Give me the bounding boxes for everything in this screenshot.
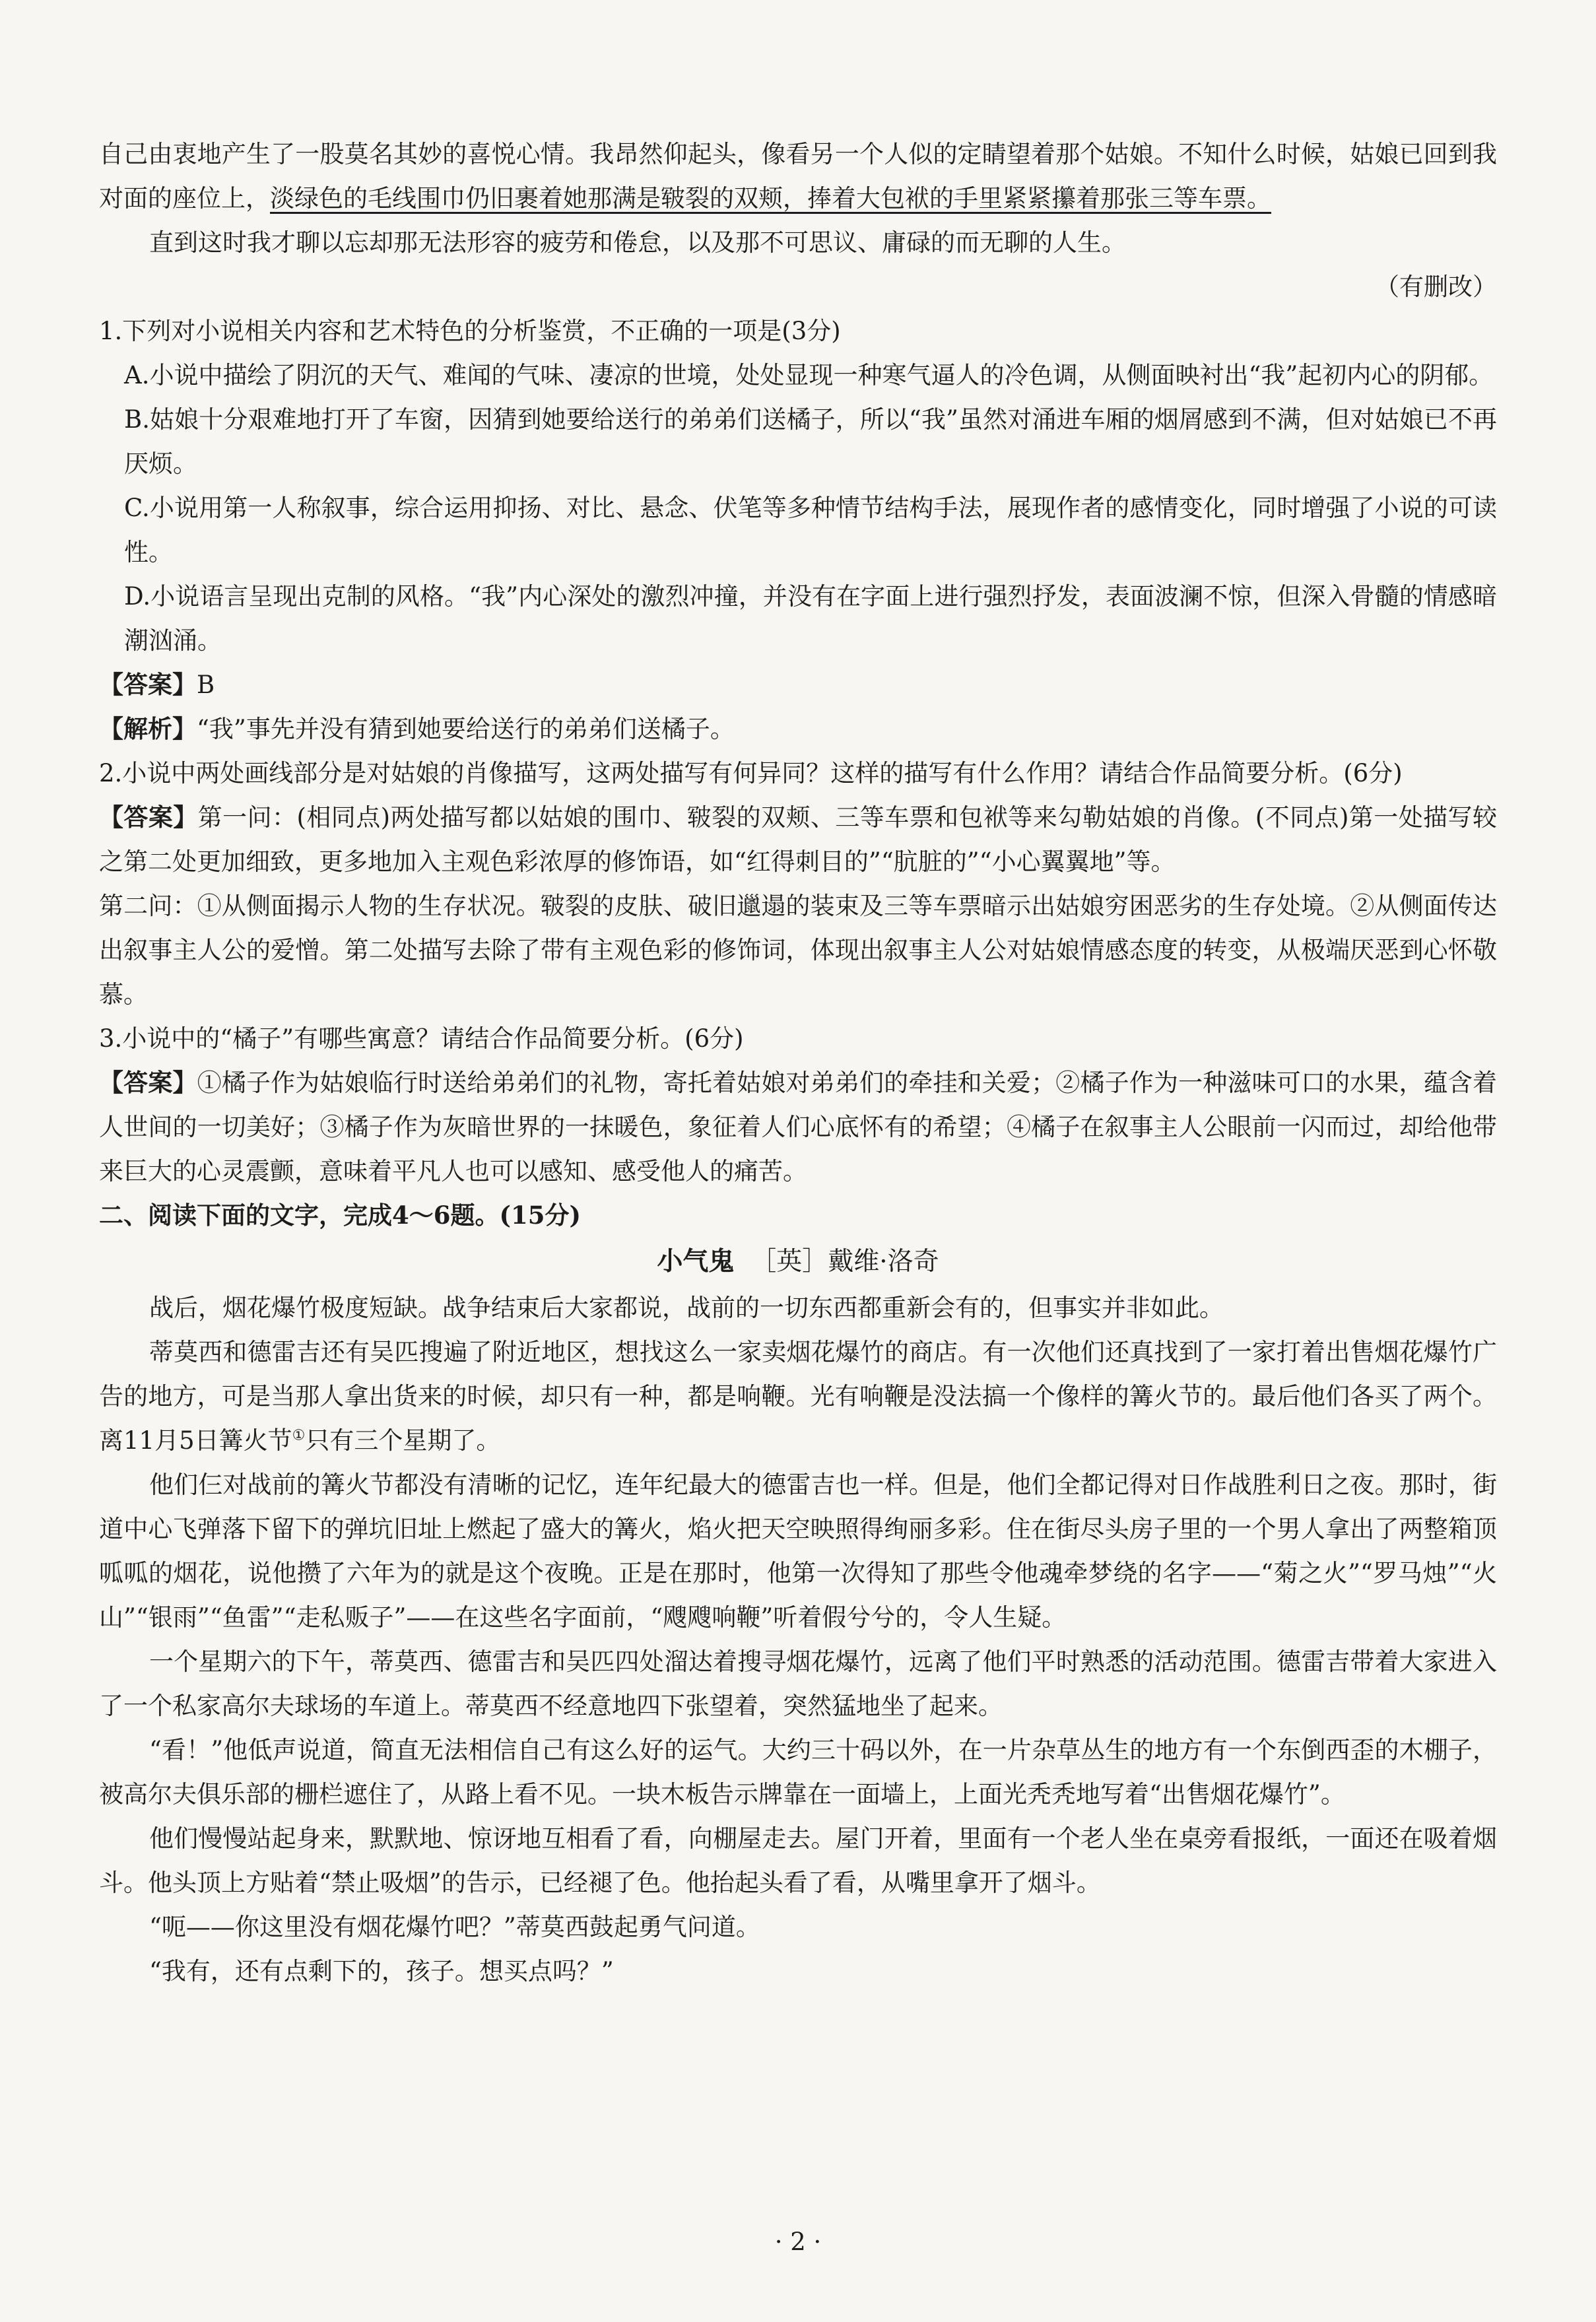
- question-1-option-c: C.小说用第一人称叙事，综合运用抑扬、对比、悬念、伏笔等多种情节结构手法，展现作者的感情变化，同时增强了小说的可读性。: [124, 494, 1497, 566]
- analysis-tag: 【解析】: [99, 714, 197, 743]
- analysis-text: “我”事先并没有猜到她要给送行的弟弟们送橘子。: [197, 715, 735, 743]
- story-paragraph: “呃——你这里没有烟花爆竹吧？”蒂莫西鼓起勇气问道。: [149, 1913, 760, 1941]
- story-paragraph: 战后，烟花爆竹极度短缺。战争结束后大家都说，战前的一切东西都重新会有的，但事实并非如此。: [149, 1294, 1224, 1322]
- question-2-answer-part2: 第二问：①从侧面揭示人物的生存状况。皲裂的皮肤、破旧邋遢的装束及三等车票暗示出姑娘穷困恶劣的生存处境。②从侧面传达出叙事主人公的爱憎。第二处描写去除了带有主观色彩的修饰词，体现出叙事主人公对姑娘情感态度的转变，从极端厌恶到心怀敬慕。: [99, 892, 1497, 1009]
- question-1-answer: [99, 663, 1497, 707]
- question-1-stem: 1.下列对小说相关内容和艺术特色的分析鉴赏，不正确的一项是(3分): [99, 317, 841, 345]
- passage-text: 自己由衷地产生了一股莫名其妙的喜悦心情。我昂然仰起头，像看另一个人似的定睛望着那个姑娘。不知什么时候，姑娘已回到我对面的座位上，: [99, 140, 1497, 213]
- story-paragraph: 一个星期六的下午，蒂莫西、德雷吉和吴匹四处溜达着搜寻烟花爆竹，远离了他们平时熟悉的活动范围。德雷吉带着大家进入了一个私家高尔夫球场的车道上。蒂莫西不经意地四下张望着，突然猛地坐了起来。: [99, 1647, 1497, 1720]
- question-3-stem: 3.小说中的“橘子”有哪些寓意？请结合作品简要分析。(6分): [99, 1024, 744, 1053]
- question-2-stem: 2.小说中两处画线部分是对姑娘的肖像描写，这两处描写有何异同？这样的描写有什么作用？请结合作品简要分析。(6分): [99, 759, 1403, 787]
- passage-paragraph: 直到这时我才聊以忘却那无法形容的疲劳和倦怠，以及那不可思议、庸碌的而无聊的人生。: [149, 228, 1126, 257]
- passage-paragraph: [99, 132, 1497, 220]
- question-1-option-a: A.小说中描绘了阴沉的天气、难闻的气味、凄凉的世境，处处显现一种寒气逼人的冷色调，从侧面映衬出“我”起初内心的阴郁。: [124, 361, 1494, 389]
- answer-text: ①橘子作为姑娘临行时送给弟弟们的礼物，寄托着姑娘对弟弟们的牵挂和关爱；②橘子作为一种滋味可口的水果，蕴含着人世间的一切美好；③橘子作为灰暗世界的一抹暖色，象征着人们心底怀有的希望；④橘子在叙事主人公眼前一闪而过，却给他带来巨大的心灵震颤，意味着平凡人也可以感知、感受他人的痛苦。: [99, 1069, 1498, 1185]
- answer-text: 第一问：(相同点)两处描写都以姑娘的围巾、皲裂的双颊、三等车票和包袱等来勾勒姑娘的肖像。(不同点)第一处描写较之第二处更加细致，更多地加入主观色彩浓厚的修饰语，如“红得刺目的”“肮脏的”“小心翼翼地”等。: [99, 803, 1497, 876]
- story-paragraph: 他们慢慢站起身来，默默地、惊讶地互相看了看，向棚屋走去。屋门开着，里面有一个老人坐在桌旁看报纸，一面还在吸着烟斗。他头顶上方贴着“禁止吸烟”的告示，已经褪了色。他抬起头看了看，从嘴里拿开了烟斗。: [99, 1824, 1497, 1897]
- story-paragraph: “看！”他低声说道，简直无法相信自己有这么好的运气。大约三十码以外，在一片杂草丛生的地方有一个东倒西歪的木棚子，被高尔夫俱乐部的栅栏遮住了，从路上看不见。一块木板告示牌靠在一面墙上，上面光秃秃地写着“出售烟花爆竹”。: [99, 1736, 1497, 1808]
- story-title: [99, 1238, 1497, 1286]
- answer-tag: 【答案】: [99, 803, 198, 832]
- answer-tag: 【答案】: [99, 1068, 197, 1097]
- underlined-passage-text: 淡绿色的毛线围巾仍旧裹着她那满是皲裂的双颊，捧着大包袱的手里紧紧攥着那张三等车票。: [270, 184, 1271, 213]
- page-number: · 2 ·: [774, 2228, 822, 2256]
- story-author: ［英］戴维·洛奇: [750, 1247, 939, 1277]
- edit-note: （有删改）: [1375, 273, 1497, 301]
- question-2-answer: [99, 795, 1497, 884]
- answer-text: B: [197, 671, 215, 699]
- question-1-option-b: B.姑娘十分艰难地打开了车窗，因猜到她要给送行的弟弟们送橘子，所以“我”虽然对涌进车厢的烟屑感到不满，但对姑娘已不再厌烦。: [124, 405, 1497, 478]
- section-heading: 二、阅读下面的文字，完成4～6题。(15分): [99, 1201, 581, 1230]
- question-1-analysis: [99, 707, 1497, 751]
- answer-tag: 【答案】: [99, 670, 197, 699]
- story-paragraph: 蒂莫西和德雷吉还有吴匹搜遍了附近地区，想找这么一家卖烟花爆竹的商店。有一次他们还真找到了一家打着出售烟花爆竹广告的地方，可是当那人拿出货来的时候，却只有一种，都是响鞭。光有响鞭是没法搞一个像样的篝火节的。最后他们各买了两个。离11月5日篝火节①只有三个星期了。: [99, 1338, 1497, 1455]
- footnote-marker: ①: [292, 1427, 306, 1444]
- question-3-answer: [99, 1061, 1497, 1193]
- story-paragraph: 他们仨对战前的篝火节都没有清晰的记忆，连年纪最大的德雷吉也一样。但是，他们全都记得对日作战胜利日之夜。那时，街道中心飞弹落下留下的弹坑旧址上燃起了盛大的篝火，焰火把天空映照得绚丽多彩。住在街尽头房子里的一个男人拿出了两整箱顶呱呱的烟花，说他攒了六年为的就是这个夜晚。正是在那时，他第一次得知了那些令他魂牵梦绕的名字——“菊之火”“罗马烛”“火山”“银雨”“鱼雷”“走私贩子”——在这些名字面前，“飕飕响鞭”听着假兮兮的，令人生疑。: [99, 1471, 1497, 1632]
- question-1-option-d: D.小说语言呈现出克制的风格。“我”内心深处的激烈冲撞，并没有在字面上进行强烈抒发，表面波澜不惊，但深入骨髓的情感暗潮汹涌。: [124, 582, 1497, 655]
- story-paragraph: “我有，还有点剩下的，孩子。想买点吗？”: [149, 1957, 614, 1985]
- story-title-name: 小气鬼: [657, 1246, 735, 1277]
